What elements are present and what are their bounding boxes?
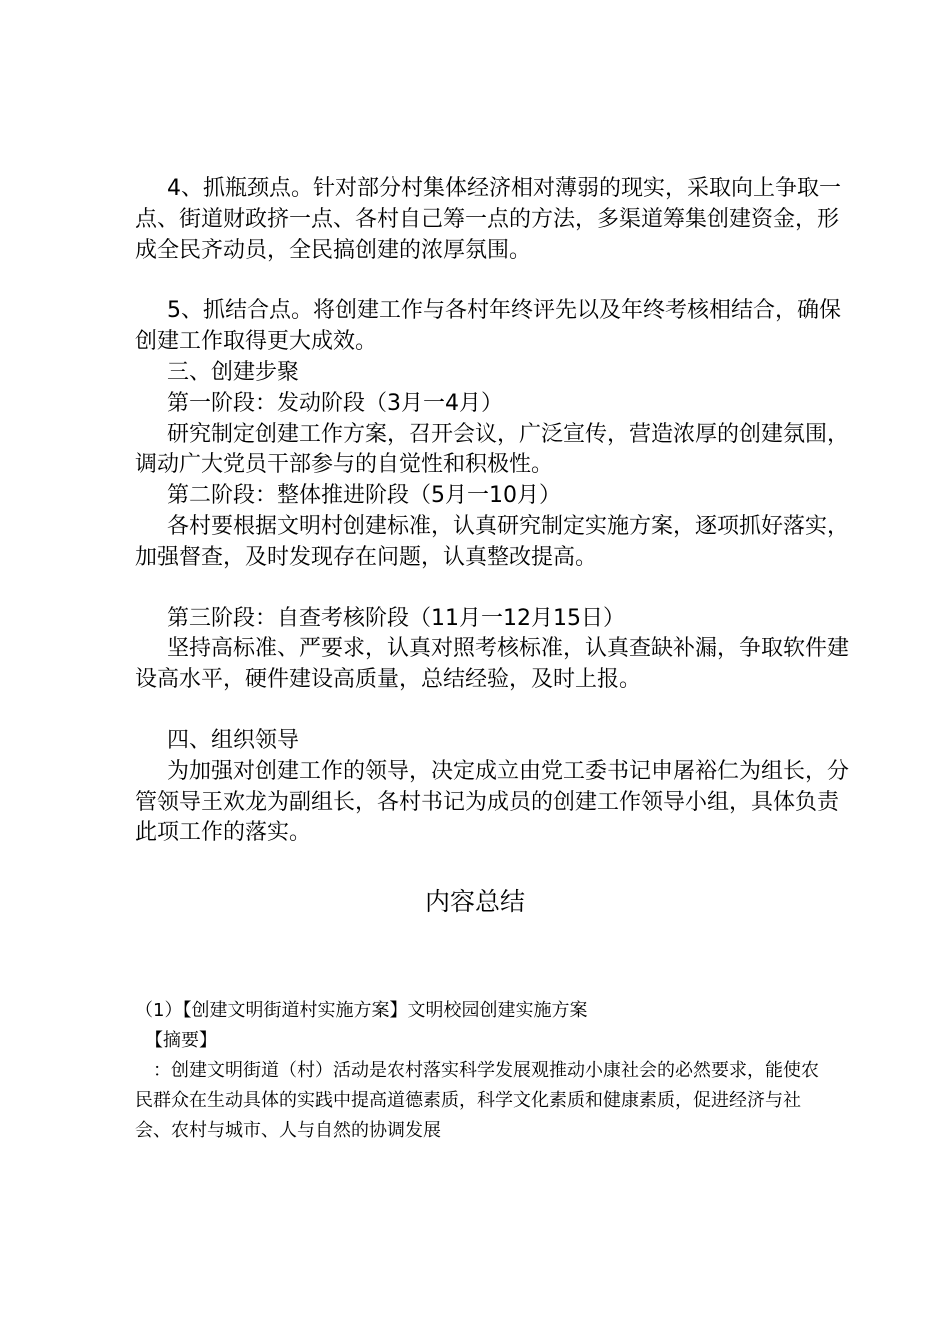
stage2-title: 第二阶段：整体推进阶段（5月一10月） [167, 483, 561, 509]
stage2-body: 各村要根据文明村创建标准，认真研究制定实施方案，逐项抓好落实，加强督查，及时发现存在问题，认真整改提高。 [135, 513, 850, 570]
summary-item: （1）【创建文明街道村实施方案】文明校园创建实施方案 [135, 1000, 588, 1021]
body-text [135, 174, 855, 849]
paragraph-gap [135, 574, 855, 604]
stage3-body: 坚持高标准、严要求，认真对照考核标准，认真查缺补漏，争取软件建设高水平，硬件建设高质量，总结经验，及时上报。 [135, 636, 850, 693]
paragraph-leadership: 为加强对创建工作的领导，决定成立由党工委书记申屠裕仁为组长，分管领导王欢龙为副组长，各村书记为成员的创建工作领导小组，具体负责此项工作的落实。 [135, 758, 850, 846]
summary-section [135, 996, 825, 1146]
stage1-body: 研究制定创建工作方案，召开会议，广泛宣传，营造浓厚的创建氛围，调动广大党员干部参与的自觉性和积极性。 [135, 421, 850, 478]
paragraph-bottleneck: 4、抓瓶颈点。针对部分村集体经济相对薄弱的现实，采取向上争取一点、街道财政挤一点、各村自己筹一点的方法，多渠道筹集创建资金，形成全民齐动员，全民搞创建的浓厚氛围。 [135, 176, 841, 263]
heading-steps: 三、创建步聚 [167, 359, 300, 385]
stage3-title: 第三阶段：自查考核阶段（11月一12月15日） [167, 605, 625, 631]
paragraph-gap [135, 266, 855, 296]
abstract-label: 【摘要】 [145, 1030, 217, 1051]
paragraph-integration: 5、抓结合点。将创建工作与各村年终评先以及年终考核相结合，确保创建工作取得更大成效。 [135, 298, 841, 355]
abstract-text: ：创建文明街道（村）活动是农村落实科学发展观推动小康社会的必然要求，能使农民群众在生动具体的实践中提高道德素质，科学文化素质和健康素质，促进经济与社会、农村与城市、人与自然的协调发展 [135, 1060, 819, 1141]
paragraph-gap [135, 696, 855, 726]
heading-leadership: 四、组织领导 [167, 727, 300, 753]
summary-title: 内容总结 [424, 887, 525, 916]
stage1-title: 第一阶段：发动阶段（3月一4月） [167, 390, 503, 416]
